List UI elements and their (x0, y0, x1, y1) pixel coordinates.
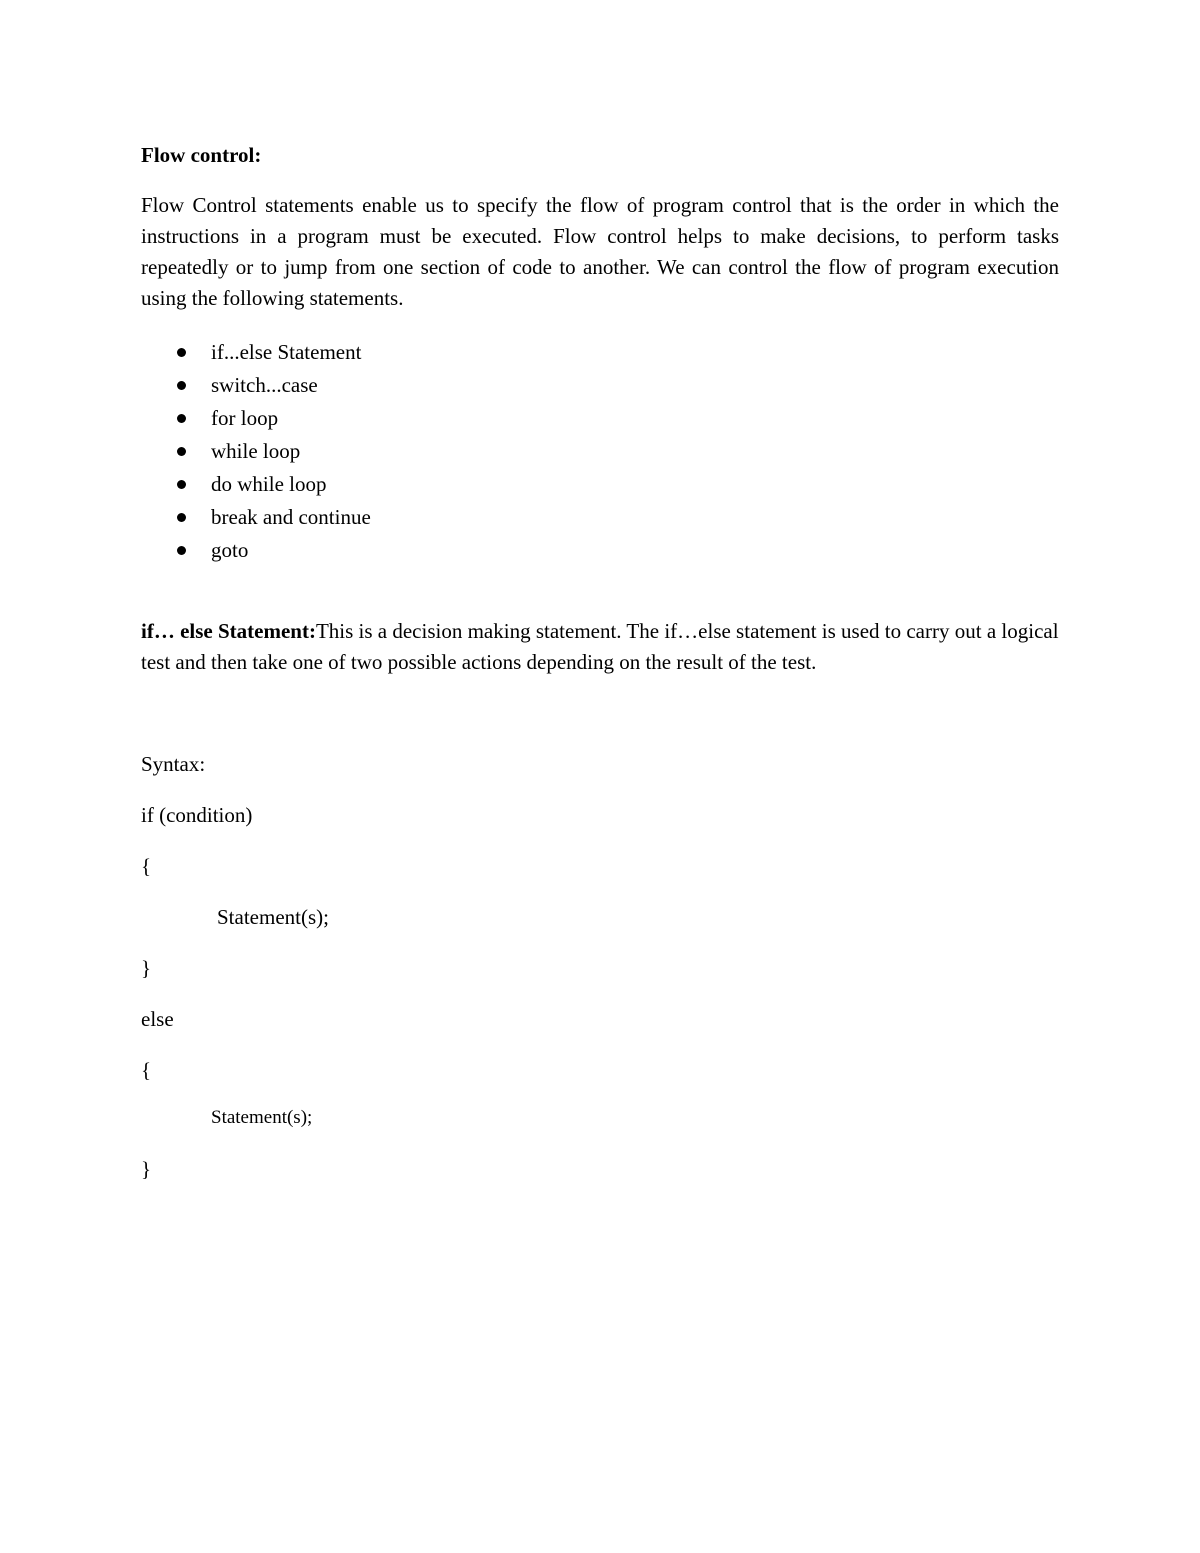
list-item (141, 369, 371, 402)
bullet-icon (177, 447, 186, 456)
list-item-label: while loop (211, 439, 301, 463)
ifelse-description: This is a decision making statement. The if…else statement is used to carry out a logical test and then take one of two possible actions depending on the result of the test. (141, 619, 1059, 674)
ifelse-paragraph (141, 616, 1059, 678)
code-statement: Statement(s); (217, 905, 329, 929)
code-if-line: if (condition) (141, 803, 253, 827)
list-item (141, 336, 371, 369)
list-item-label: goto (211, 538, 249, 562)
list-item-label: if...else Statement (211, 340, 362, 364)
bullet-icon (177, 513, 186, 522)
section-heading: Flow control: (141, 143, 262, 167)
syntax-label: Syntax: (141, 752, 206, 776)
list-item (141, 435, 371, 468)
code-close-brace: } (141, 956, 152, 980)
list-item-label: break and continue (211, 505, 371, 529)
code-statement: Statement(s); (211, 1107, 313, 1128)
code-open-brace: { (141, 1058, 152, 1082)
list-item (141, 534, 371, 567)
bullet-icon (177, 381, 186, 390)
list-item (141, 501, 371, 534)
list-item (141, 468, 371, 501)
list-item-label: switch...case (211, 373, 318, 397)
intro-paragraph: Flow Control statements enable us to specify the flow of program control that is the order in which the instructions in a program must be executed. Flow control helps to make decisions, to perform tasks repeatedly or to jump from one section of code to another. We can control the flow of program execution using the following statements. (141, 193, 1059, 310)
bullet-icon (177, 414, 186, 423)
bullet-icon (177, 546, 186, 555)
list-item-label: do while loop (211, 472, 327, 496)
list-item-label: for loop (211, 406, 279, 430)
flow-control-list (141, 336, 371, 567)
ifelse-term: if… else Statement: (141, 619, 316, 643)
code-else-line: else (141, 1007, 174, 1031)
code-close-brace: } (141, 1157, 152, 1181)
code-open-brace: { (141, 854, 152, 878)
list-item (141, 402, 371, 435)
bullet-icon (177, 480, 186, 489)
bullet-icon (177, 348, 186, 357)
